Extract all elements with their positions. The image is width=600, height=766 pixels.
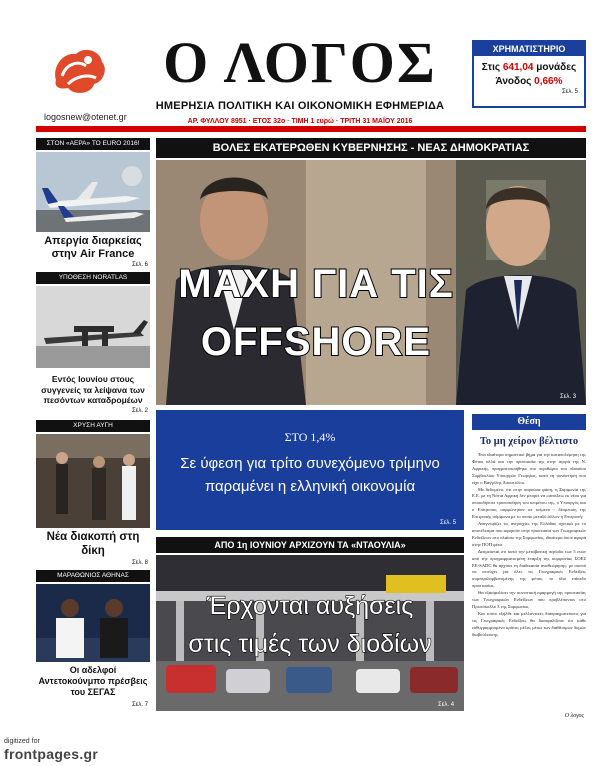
left-story-1-page: Σελ. 6 [131,262,148,268]
left-story-1-tag: ΣΤΟΝ «ΑΕΡΑ» ΤΟ EURO 2016! [36,138,150,150]
econ-story-kicker: ΣΤΟ 1,4% [284,430,336,444]
main-story-banner: ΒΟΛΕΣ ΕΚΑΤΕΡΩΘΕΝ ΚΥΒΕΡΝΗΣΗΣ - ΝΕΑΣ ΔΗΜΟΚΡΑΤΙΑΣ [156,138,586,158]
tolls-story-headline-line1[interactable]: Έρχονται αυξήσεις [206,592,414,620]
top-red-rule [36,126,586,132]
stock-change-value: 0,66% [534,76,563,87]
left-story-1-photo[interactable] [36,152,150,232]
watermark-site[interactable]: frontpages.gr [4,746,99,762]
left-story-3-headline[interactable]: Νέα διακοπή στη δίκη [46,531,140,557]
stock-index-value: 641,04 [502,62,534,73]
tolls-story-banner: ΑΠΟ 1η ΙΟΥΝΙΟΥ ΑΡΧΙΖΟΥΝ ΤΑ «ΝΤΑΟΥΛΙΑ» [156,537,464,553]
editorial-title[interactable]: Το μη χείρον βέλτιστο [479,436,579,447]
editorial-paragraph: Ένα ιδιαίτερα σημαντικό βήμα για την καταπολέμηση της Φέτας αλλά και την προστασία της στην αγορά της Ν. Αφρικής, πραγματοποιήθηκε στο περιθώριο του πλαισίου Συμβουλίου Υπουργών Γεωργίας, κατά τη συνάντηση που είχε ο Βαγγέλης Αποστόλου. [472,452,586,485]
issue-line: ΑΡ. ΦΥΛΛΟΥ 8951 · ΕΤΟΣ 32ο · ΤΙΜΗ 1 ευρώ · ΤΡΙΤΗ 31 ΜΑΪΟΥ 2016 [187,118,413,125]
main-story-page: Σελ. 3 [560,394,577,400]
masthead-subtitle: ΗΜΕΡΗΣΙΑ ΠΟΛΙΤΙΚΗ ΚΑΙ ΟΙΚΟΝΟΜΙΚΗ ΕΦΗΜΕΡΙΔΑ [155,100,445,112]
editorial-paragraph: Δεσμεύεται ότι κατά την μεταβατική περίοδο των 5 ετών από την προγραμματισμένη έναρξη της συμφωνίας ΣΟΕΣ ΕΕ-SADC θα αρχίσει τη διαδικασία αναθεώρησης, με σκοπό να επιτύχει για όλες τις Γεωγραφικές Ενδείξεις συμπεριλαμβανομένης της φέτας, το ίδιο επίπεδο προστασίας. [472,548,586,589]
left-story-4-tag: ΜΑΡΑΘΩΝΙΟΣ ΑΘΗΝΑΣ [36,570,150,582]
stock-index-prefix: Στις [481,62,503,73]
main-story-headline-line1[interactable]: ΜΑΧΗ ΓΙΑ ΤΙΣ [178,262,454,306]
econ-story-page: Σελ. 5 [440,520,457,526]
stock-header: ΧΡΗΜΑΤΙΣΤΗΡΙΟ [474,42,584,56]
tolls-story-headline-line2[interactable]: στις τιμές των διοδίων [188,630,432,658]
editorial-body [472,452,586,638]
left-story-4-headline[interactable]: Οι αδελφοί Αντετοκούνμπο πρέσβεις του ΣΕΓΑΣ [38,665,148,697]
left-story-2-tag: ΥΠΟΘΕΣΗ NORATLAS [36,272,150,284]
left-story-1-headline[interactable]: Απεργία διαρκείας στην Air France [44,235,142,260]
editorial-signature: Ο λογος [564,713,584,719]
main-story-headline-line2[interactable]: OFFSHORE [200,320,432,364]
logo-mark [48,40,110,102]
left-story-2-photo[interactable] [36,286,150,368]
masthead-title: Ο ΛΟΓΟΣ [163,30,437,95]
left-story-4-page: Σελ. 7 [131,702,148,708]
left-story-3-tag: ΧΡΥΣΗ ΑΥΓΗ [36,420,150,432]
stock-page-ref: Σελ. 5 [561,89,578,95]
site-email[interactable]: logosnew@otenet.gr [44,112,127,122]
left-story-2-headline[interactable]: Εντός Ιουνίου στους συγγενείς τα λείψανα των πεσόντων καταδρομέων [41,374,145,405]
editorial-paragraph: Θα εξασφαλίσει την συνοπτική εφαρμογή της προστασίας των Γεωγραφικών Ενδείξεων που προβλέπονται στο Πρωτόκολλο 3 της Συμφωνίας. [472,590,586,609]
left-story-3-photo[interactable] [36,434,150,528]
left-story-2-page: Σελ. 2 [131,408,148,414]
econ-story-headline[interactable]: Σε ύφεση για τρίτο συνεχόμενο τρίμηνο παραμένει η ελληνική οικονομία [180,455,440,495]
stock-box[interactable] [472,40,586,108]
tolls-story-page: Σελ. 4 [438,702,455,708]
stock-index-suffix: μονάδες [533,62,577,73]
stock-change-line [474,76,584,87]
watermark-caption: digitized for [4,738,40,745]
left-story-4-photo[interactable] [36,584,150,662]
stock-change-prefix: Άνοδος [495,76,535,87]
editorial-paragraph: Με δεδομένο, ότι στην παρούσα φάση, η Συμφωνία της Ε.Ε. με τη Νότια Αφρική δεν μπορεί να «ανοίξει» εκ νέου για οποιοδήποτε τροποποίηση του κειμένου της, ο Υπουργός και ο Επίτροπος συμφώνησαν σε κείμενο - δέσμευση της Επιτροπής σύμφωνα με το οποίο μεταξύ άλλων η Επιτροπή: [472,486,586,520]
left-story-3-page: Σελ. 8 [131,560,148,566]
editorial-section-header: Θέση [472,414,586,430]
editorial-paragraph: Και τούτο εξήλθε και μελλοντικές διαπραγματεύσεις για τις Γεωγραφικές Ενδείξεις θα διασφαλίζουν ότι κάθε ευθυγραμμισμένο κράτος μέλος μέσω των διαθέσιμων δομών διαβούλευσης. [472,610,586,637]
editorial-paragraph: Αναγνωρίζει τις ανησυχίες της Ελλάδας σχετικά με το αποτέλεσμα που αφορούν στην προστασία των Γεωγραφικών Ενδείξεων στο πλαίσιο της Συμφωνίας, ιδιαίτερα όσον αφορά στην ΠΟΠ φέτα. [472,521,586,547]
stock-index-line [474,62,584,73]
